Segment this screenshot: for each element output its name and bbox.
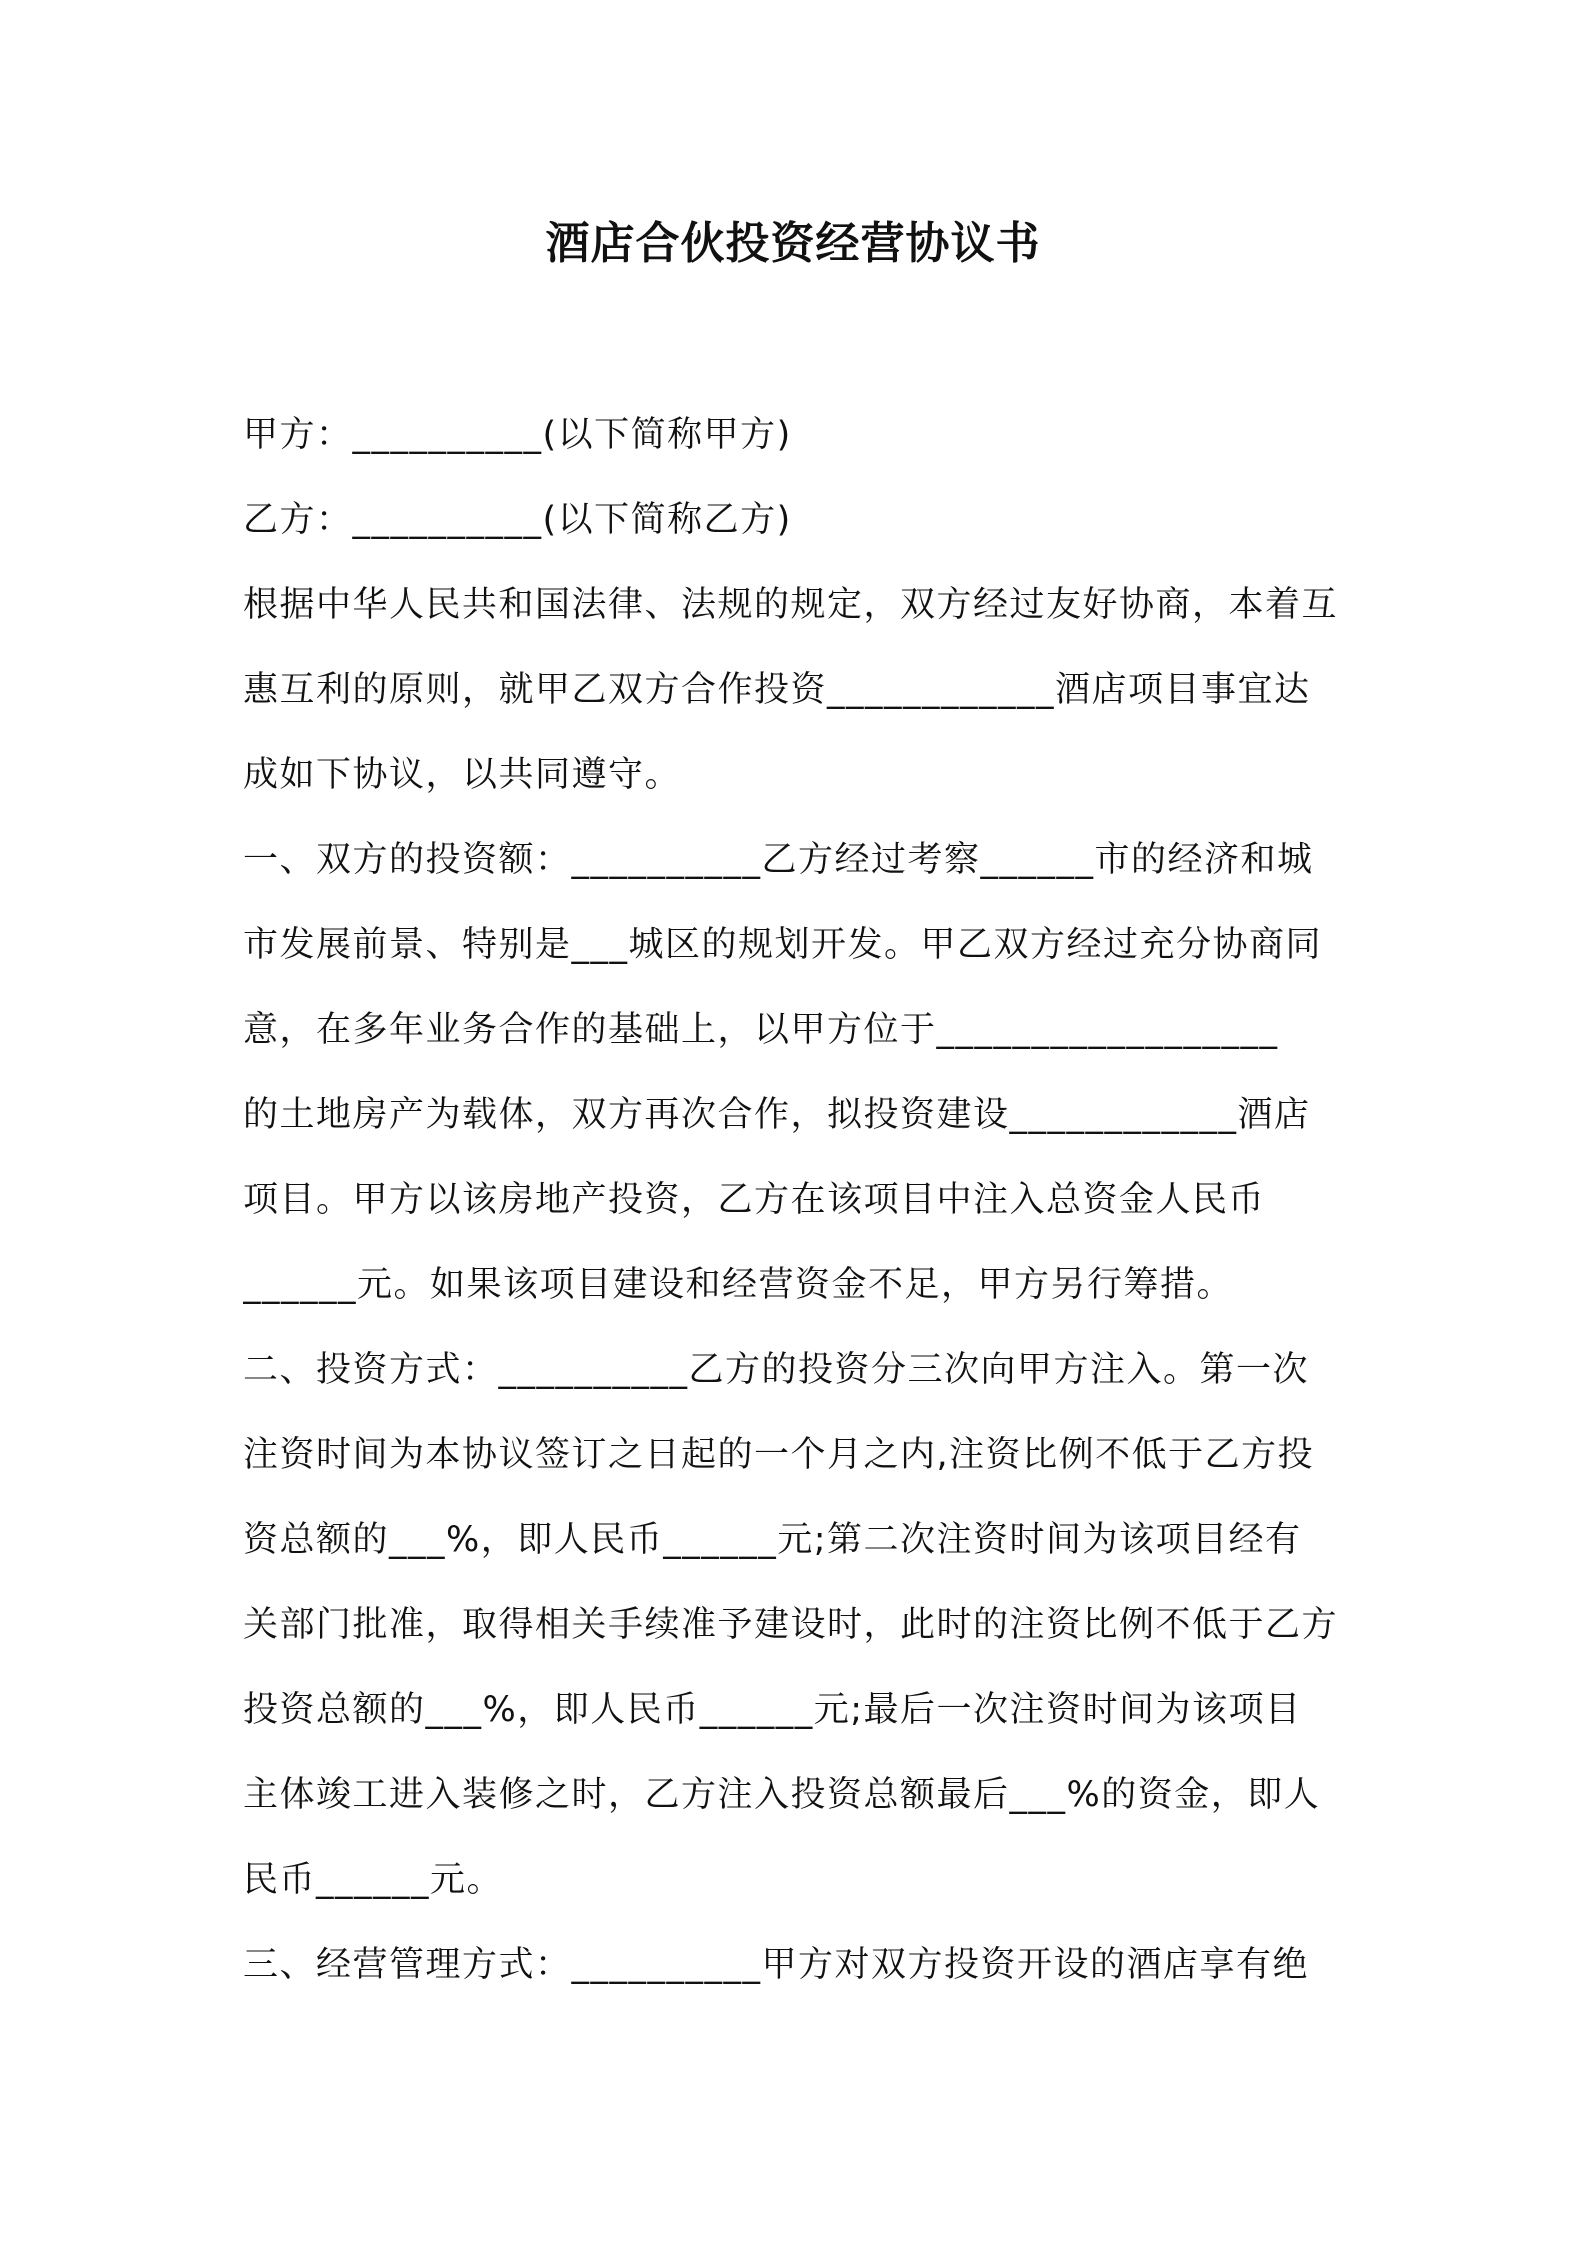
paragraph-line: 投资总额的___%，即人民币______元;最后一次注资时间为该项目 <box>243 1690 1302 1730</box>
paragraph-line: 资总额的___%，即人民币______元;第二次注资时间为该项目经有 <box>243 1520 1302 1560</box>
paragraph-line: 关部门批准，取得相关手续准予建设时，此时的注资比例不低于乙方 <box>243 1605 1339 1645</box>
paragraph-line: 项目。甲方以该房地产投资，乙方在该项目中注入总资金人民币 <box>243 1180 1266 1220</box>
paragraph-line: 主体竣工进入装修之时，乙方注入投资总额最后___%的资金，即人 <box>243 1775 1321 1815</box>
paragraph-line: 惠互利的原则，就甲乙双方合作投资____________酒店项目事宜达 <box>243 670 1311 710</box>
paragraph-line: 市发展前景、特别是___城区的规划开发。甲乙双方经过充分协商同 <box>243 925 1323 965</box>
paragraph-line: 意，在多年业务合作的基础上，以甲方位于__________________ <box>243 1010 1279 1050</box>
document-title: 酒店合伙投资经营协议书 <box>545 218 1041 269</box>
section-heading-line: 一、双方的投资额：__________乙方经过考察______市的经济和城 <box>243 840 1314 880</box>
paragraph-line: 的土地房产为载体，双方再次合作，拟投资建设____________酒店 <box>243 1095 1311 1135</box>
paragraph-line: ______元。如果该项目建设和经营资金不足，甲方另行筹措。 <box>243 1265 1234 1305</box>
paragraph-line: 成如下协议，以共同遵守。 <box>243 755 682 795</box>
section-heading-line: 三、经营管理方式：__________甲方对双方投资开设的酒店享有绝 <box>243 1945 1310 1985</box>
section-heading-line: 二、投资方式：__________乙方的投资分三次向甲方注入。第一次 <box>243 1350 1310 1390</box>
paragraph-line: 民币______元。 <box>243 1860 504 1900</box>
party-a-line: 甲方：__________(以下简称甲方) <box>243 415 792 455</box>
party-b-line: 乙方：__________(以下简称乙方) <box>243 500 792 540</box>
paragraph-line: 注资时间为本协议签订之日起的一个月之内,注资比例不低于乙方投 <box>243 1435 1315 1475</box>
paragraph-line: 根据中华人民共和国法律、法规的规定，双方经过友好协商，本着互 <box>243 585 1339 625</box>
